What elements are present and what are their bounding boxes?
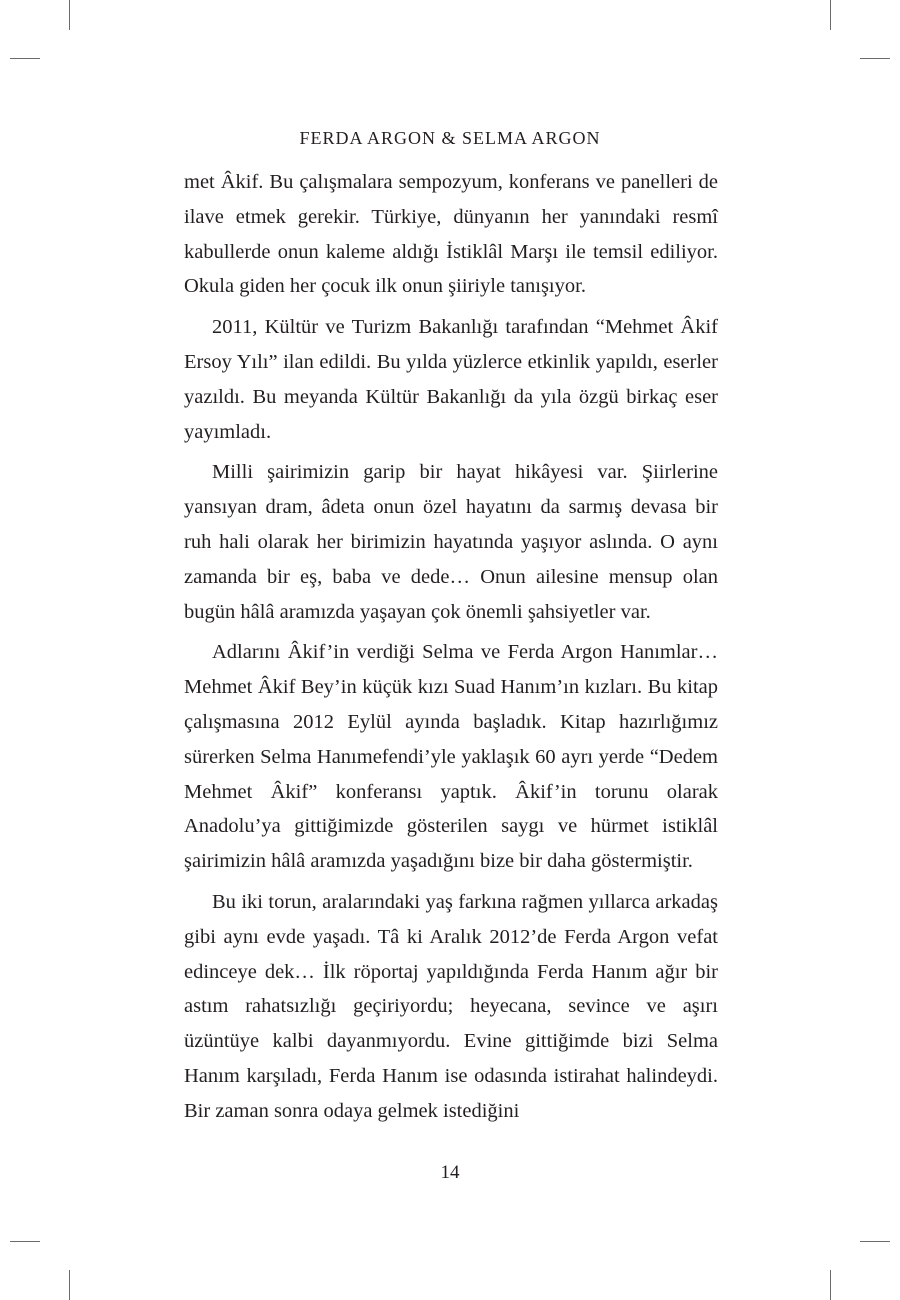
crop-mark-left-bottom — [10, 1241, 40, 1242]
crop-mark-left-top — [10, 58, 40, 59]
crop-mark-bottom-right — [830, 1270, 831, 1300]
crop-mark-top-right — [830, 0, 831, 30]
crop-mark-right-bottom — [860, 1241, 890, 1242]
paragraph: Bu iki torun, aralarındaki yaş farkına rağmen yıllarca arkadaş gibi aynı evde yaşadı. Tâ ki Aralık 2012’de Ferda Argon vefat edinceye dek… İlk röportaj yapıldığında Ferda Hanım ağır bir astım rahatsızlığı geçiriyordu; heyecana, sevince ve aşırı üzüntüye kalbi dayanmıyordu. Evine gittiğimde bizi Selma Hanım karşıladı, Ferda Hanım ise odasında istirahat halindeydi. Bir zaman sonra odaya gelmek istediğini — [184, 890, 718, 1122]
body-text — [184, 165, 718, 1129]
page-number: 14 — [440, 1162, 460, 1183]
paragraph: 2011, Kültür ve Turizm Bakanlığı tarafından “Mehmet Âkif Ersoy Yılı” ilan edildi. Bu yılda yüzlerce etkinlik yapıldı, eserler yazıldı. Bu meyanda Kültür Bakanlığı da yıla özgü birkaç eser yayımladı. — [184, 316, 718, 443]
running-title: FERDA ARGON & SELMA ARGON — [299, 128, 601, 148]
paragraph: Milli şairimizin garip bir hayat hikâyesi var. Şiirlerine yansıyan dram, âdeta onun özel hayatını da sarmış devasa bir ruh hali olarak her birimizin hayatında yaşıyor aslında. O aynı zamanda bir eş, baba ve dede… Onun ailesine mensup olan bugün hâlâ aramızda yaşayan çok önemli şahsiyetler var. — [184, 461, 718, 623]
crop-mark-bottom-left — [69, 1270, 70, 1300]
crop-mark-right-top — [860, 58, 890, 59]
crop-mark-top-left — [69, 0, 70, 30]
paragraph: met Âkif. Bu çalışmalara sempozyum, konferans ve panelleri de ilave etmek gerekir. Türkiye, dünyanın her yanındaki resmî kabullerde onun kaleme aldığı İstiklâl Marşı ile temsil ediliyor. Okula giden her çocuk ilk onun şiiriyle tanışıyor. — [184, 171, 718, 298]
paragraph: Adlarını Âkif’in verdiği Selma ve Ferda Argon Hanımlar… Mehmet Âkif Bey’in küçük kızı Suad Hanım’ın kızları. Bu kitap çalışmasına 2012 Eylül ayında başladık. Kitap hazırlığımız sürerken Selma Hanımefendi’yle yaklaşık 60 ayrı yerde “Dedem Mehmet Âkif” konferansı yaptık. Âkif’in torunu olarak Anadolu’ya gittiğimizde gösterilen saygı ve hürmet istiklâl şairimizin hâlâ aramızda yaşadığını bize bir daha göstermiştir. — [184, 641, 718, 873]
